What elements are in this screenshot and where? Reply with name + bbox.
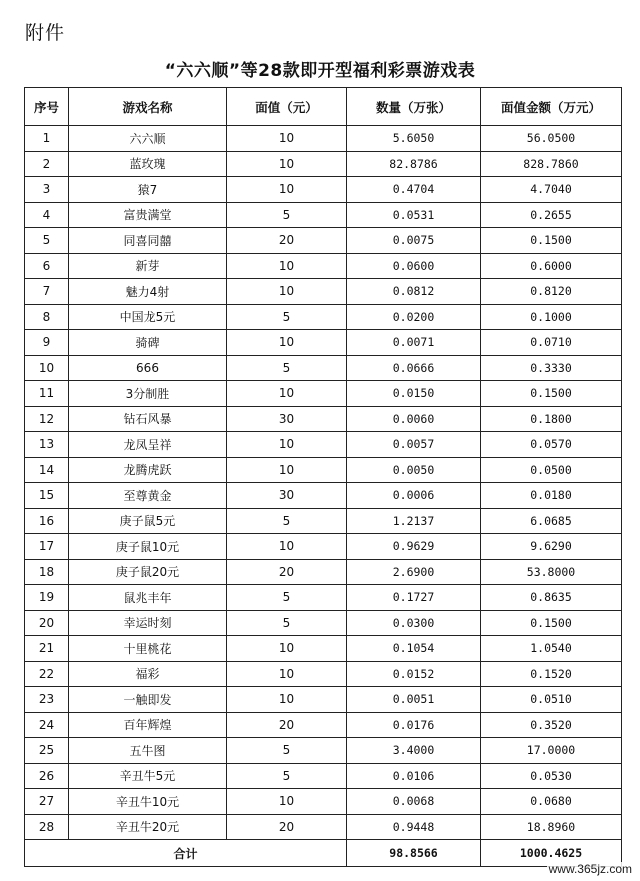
total-amount: 1000.4625 [481,840,622,867]
cell-game-name: 庚子鼠5元 [69,508,227,534]
cell-quantity: 0.0176 [347,712,481,738]
total-row [25,840,622,867]
cell-face-value: 5 [227,763,347,789]
cell-quantity: 0.0050 [347,457,481,483]
cell-game-name: 辛丑牛20元 [69,814,227,840]
cell-index: 28 [25,814,69,840]
cell-index: 14 [25,457,69,483]
cell-quantity: 0.0071 [347,330,481,356]
table-row [25,355,622,381]
cell-index: 8 [25,304,69,330]
cell-game-name: 十里桃花 [69,636,227,662]
table-row [25,661,622,687]
total-quantity: 98.8566 [347,840,481,867]
cell-amount: 0.1500 [481,228,622,254]
cell-face-value: 20 [227,559,347,585]
cell-game-name: 辛丑牛10元 [69,789,227,815]
cell-quantity: 0.0075 [347,228,481,254]
cell-index: 27 [25,789,69,815]
lottery-games-table [24,87,622,867]
cell-amount: 0.1800 [481,406,622,432]
cell-index: 11 [25,381,69,407]
cell-face-value: 10 [227,330,347,356]
cell-game-name: 猿7 [69,177,227,203]
cell-quantity: 0.0300 [347,610,481,636]
cell-game-name: 新芽 [69,253,227,279]
cell-amount: 0.3520 [481,712,622,738]
cell-index: 1 [25,126,69,152]
table-row [25,151,622,177]
cell-amount: 0.8120 [481,279,622,305]
table-row [25,202,622,228]
cell-amount: 0.0680 [481,789,622,815]
cell-face-value: 10 [227,253,347,279]
cell-quantity: 0.1054 [347,636,481,662]
cell-game-name: 同喜同囍 [69,228,227,254]
cell-amount: 56.0500 [481,126,622,152]
cell-index: 22 [25,661,69,687]
table-row [25,304,622,330]
table-row [25,610,622,636]
cell-amount: 0.6000 [481,253,622,279]
total-label: 合计 [25,840,347,867]
cell-index: 7 [25,279,69,305]
cell-index: 18 [25,559,69,585]
cell-face-value: 5 [227,304,347,330]
column-header-game-name: 游戏名称 [69,88,227,126]
cell-quantity: 0.0152 [347,661,481,687]
cell-amount: 828.7860 [481,151,622,177]
cell-game-name: 福彩 [69,661,227,687]
table-body [25,126,622,840]
cell-quantity: 0.9629 [347,534,481,560]
cell-game-name: 魅力4射 [69,279,227,305]
cell-game-name: 至尊黄金 [69,483,227,509]
cell-face-value: 5 [227,355,347,381]
cell-game-name: 666 [69,355,227,381]
cell-amount: 0.0570 [481,432,622,458]
column-header-quantity: 数量（万张） [347,88,481,126]
table-row [25,763,622,789]
table-row [25,585,622,611]
table-row [25,279,622,305]
cell-index: 4 [25,202,69,228]
cell-amount: 17.0000 [481,738,622,764]
cell-amount: 0.0500 [481,457,622,483]
cell-game-name: 一触即发 [69,687,227,713]
cell-amount: 4.7040 [481,177,622,203]
watermark: www.365jz.com [548,862,632,876]
cell-index: 15 [25,483,69,509]
cell-face-value: 10 [227,381,347,407]
cell-amount: 0.1500 [481,381,622,407]
cell-quantity: 0.0106 [347,763,481,789]
cell-quantity: 0.0531 [347,202,481,228]
cell-game-name: 鼠兆丰年 [69,585,227,611]
cell-quantity: 0.0060 [347,406,481,432]
cell-face-value: 5 [227,585,347,611]
cell-index: 20 [25,610,69,636]
table-row [25,483,622,509]
cell-quantity: 0.1727 [347,585,481,611]
table-row [25,508,622,534]
cell-amount: 0.0710 [481,330,622,356]
cell-face-value: 30 [227,406,347,432]
cell-amount: 0.2655 [481,202,622,228]
cell-game-name: 庚子鼠20元 [69,559,227,585]
cell-index: 25 [25,738,69,764]
table-row [25,330,622,356]
table-row [25,814,622,840]
cell-index: 21 [25,636,69,662]
cell-quantity: 0.0051 [347,687,481,713]
cell-quantity: 0.0812 [347,279,481,305]
table-row [25,126,622,152]
cell-quantity: 0.4704 [347,177,481,203]
column-header-amount: 面值金额（万元） [481,88,622,126]
cell-amount: 0.1520 [481,661,622,687]
cell-face-value: 20 [227,712,347,738]
cell-index: 10 [25,355,69,381]
cell-index: 17 [25,534,69,560]
cell-game-name: 龙腾虎跃 [69,457,227,483]
cell-game-name: 骑碑 [69,330,227,356]
attachment-label: 附件 [25,22,66,44]
cell-game-name: 蓝玫瑰 [69,151,227,177]
cell-game-name: 辛丑牛5元 [69,763,227,789]
cell-amount: 0.8635 [481,585,622,611]
cell-game-name: 中国龙5元 [69,304,227,330]
cell-face-value: 5 [227,738,347,764]
cell-game-name: 百年辉煌 [69,712,227,738]
cell-game-name: 六六顺 [69,126,227,152]
cell-face-value: 20 [227,228,347,254]
table-row [25,228,622,254]
cell-face-value: 10 [227,151,347,177]
table-row [25,253,622,279]
cell-quantity: 0.9448 [347,814,481,840]
cell-game-name: 庚子鼠10元 [69,534,227,560]
table-row [25,406,622,432]
cell-index: 3 [25,177,69,203]
cell-quantity: 2.6900 [347,559,481,585]
cell-amount: 0.0530 [481,763,622,789]
cell-amount: 18.8960 [481,814,622,840]
cell-amount: 53.8000 [481,559,622,585]
cell-quantity: 0.0068 [347,789,481,815]
cell-face-value: 20 [227,814,347,840]
cell-face-value: 10 [227,126,347,152]
cell-face-value: 10 [227,789,347,815]
table-row [25,712,622,738]
column-header-index: 序号 [25,88,69,126]
cell-game-name: 龙凤呈祥 [69,432,227,458]
cell-face-value: 5 [227,508,347,534]
cell-quantity: 82.8786 [347,151,481,177]
cell-amount: 0.0180 [481,483,622,509]
cell-face-value: 10 [227,457,347,483]
cell-amount: 0.0510 [481,687,622,713]
cell-index: 9 [25,330,69,356]
cell-quantity: 0.0150 [347,381,481,407]
cell-index: 6 [25,253,69,279]
cell-face-value: 30 [227,483,347,509]
table-row [25,432,622,458]
cell-amount: 0.1500 [481,610,622,636]
cell-amount: 6.0685 [481,508,622,534]
cell-face-value: 5 [227,610,347,636]
cell-index: 26 [25,763,69,789]
cell-quantity: 5.6050 [347,126,481,152]
table-row [25,534,622,560]
cell-amount: 9.6290 [481,534,622,560]
table-header-row [25,88,622,126]
cell-quantity: 3.4000 [347,738,481,764]
column-header-face-value: 面值（元） [227,88,347,126]
cell-index: 16 [25,508,69,534]
cell-quantity: 0.0006 [347,483,481,509]
cell-game-name: 富贵满堂 [69,202,227,228]
cell-face-value: 10 [227,177,347,203]
cell-game-name: 幸运时刻 [69,610,227,636]
cell-index: 2 [25,151,69,177]
table-row [25,559,622,585]
table-row [25,381,622,407]
cell-amount: 0.3330 [481,355,622,381]
cell-game-name: 五牛图 [69,738,227,764]
table-row [25,738,622,764]
table-row [25,457,622,483]
cell-quantity: 1.2137 [347,508,481,534]
cell-face-value: 10 [227,636,347,662]
cell-quantity: 0.0057 [347,432,481,458]
cell-index: 12 [25,406,69,432]
document-title: “六六顺”等28款即开型福利彩票游戏表 [164,61,476,81]
cell-game-name: 3分制胜 [69,381,227,407]
cell-face-value: 10 [227,661,347,687]
cell-amount: 0.1000 [481,304,622,330]
table-row [25,789,622,815]
cell-face-value: 10 [227,279,347,305]
cell-index: 23 [25,687,69,713]
cell-face-value: 5 [227,202,347,228]
cell-game-name: 钻石风暴 [69,406,227,432]
cell-face-value: 10 [227,534,347,560]
cell-index: 19 [25,585,69,611]
table-row [25,687,622,713]
cell-index: 24 [25,712,69,738]
cell-face-value: 10 [227,687,347,713]
cell-amount: 1.0540 [481,636,622,662]
cell-index: 13 [25,432,69,458]
table-row [25,636,622,662]
cell-quantity: 0.0666 [347,355,481,381]
cell-quantity: 0.0200 [347,304,481,330]
cell-face-value: 10 [227,432,347,458]
table-row [25,177,622,203]
cell-index: 5 [25,228,69,254]
cell-quantity: 0.0600 [347,253,481,279]
